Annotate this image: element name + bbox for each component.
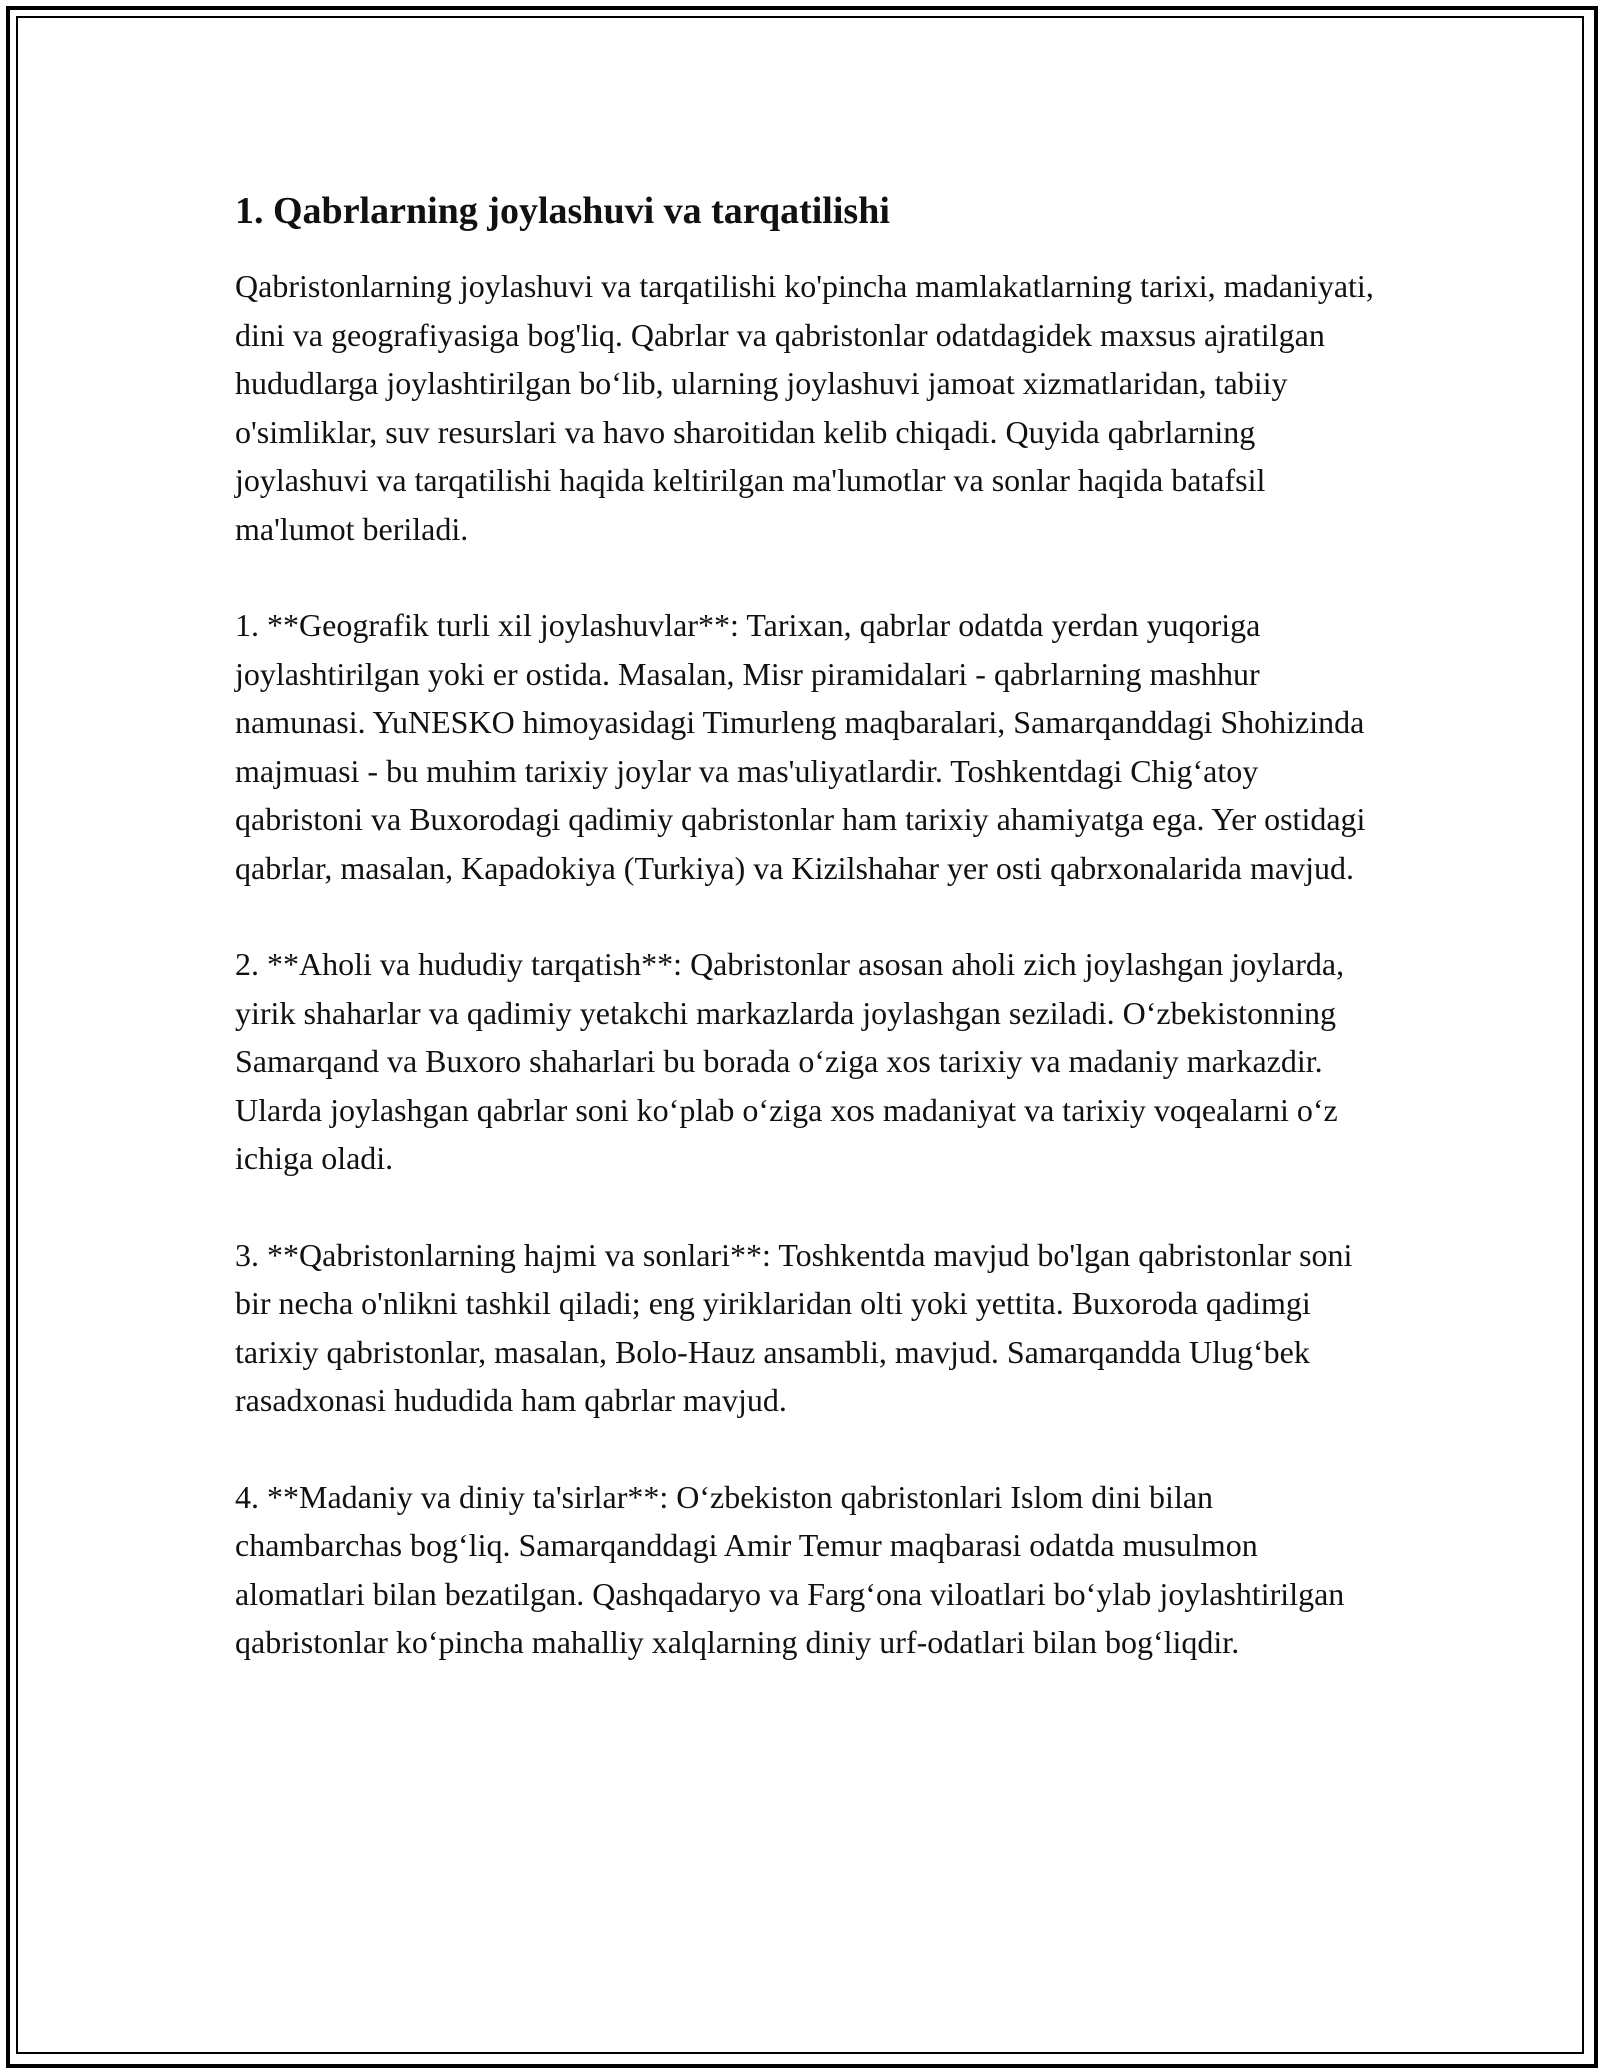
paragraph-population-distribution: 2. **Aholi va hududiy tarqatish**: Qabristonlar asosan aholi zich joylashgan joylarda, yirik shaharlar va qadimiy yetakchi markazlarda joylashgan seziladi. O‘zbekistonning Samarqand va Buxoro shaharlari bu borada o‘ziga xos tarixiy va madaniy markazdir. Ularda joylashgan qabrlar soni ko‘plab o‘ziga xos madaniyat va tarixiy voqealarni o‘z ichiga oladi. [235, 946, 1345, 1176]
paragraph-cemetery-size-numbers: 3. **Qabristonlarning hajmi va sonlari**: Toshkentda mavjud bo'lgan qabristonlar soni bir necha o'nlikni tashkil qiladi; eng yiriklaridan olti yoki yettita. Buxoroda qadimgi tarixiy qabristonlar, masalan, Bolo-Hauz ansambli, mavjud. Samarqandda Ulug‘bek rasadxonasi hududida ham qabrlar mavjud. [235, 1236, 1353, 1418]
paragraph-cultural-religious-influences: 4. **Madaniy va diniy ta'sirlar**: O‘zbekiston qabristonlari Islom dini bilan chambarchas bog‘liq. Samarqanddagi Amir Temur maqbarasi odatda musulmon alomatlari bilan bezatilgan. Qashqadaryo va Farg‘ona viloatlari bo‘ylab joylashtirilgan qabristonlar ko‘pincha mahalliy xalqlarning diniy urf-odatlari bilan bog‘liqdir. [235, 1478, 1345, 1660]
section-heading: 1. Qabrlarning joylashuvi va tarqatilishi [235, 190, 890, 232]
paragraph-geographic-locations: 1. **Geografik turli xil joylashuvlar**: Tarixan, qabrlar odatda yerdan yuqoriga joylashtirilgan yoki er ostida. Masalan, Misr piramidalari - qabrlarning mashhur namunasi. YuNESKO himoyasidagi Timurleng maqbaralari, Samarqanddagi Shohizinda majmuasi - bu muhim tarixiy joylar va mas'uliyatlardir. Toshkentdagi Chig‘atoy qabristoni va Buxorodagi qadimiy qabristonlar ham tarixiy ahamiyatga ega. Yer ostidagi qabrlar, masalan, Kapadokiya (Turkiya) va Kizilshahar yer osti qabrxonalarida mavjud. [235, 607, 1366, 886]
document-body [235, 186, 1375, 1715]
intro-paragraph: Qabristonlarning joylashuvi va tarqatilishi ko'pincha mamlakatlarning tarixi, madaniyati, dini va geografiyasiga bog'liq. Qabrlar va qabristonlar odatdagidek maxsus ajratilgan hududlarga joylashtirilgan bo‘lib, ularning joylashuvi jamoat xizmatlaridan, tabiiy o'simliklar, suv resurslari va havo sharoitidan kelib chiqadi. Quyida qabrlarning joylashuvi va tarqatilishi haqida keltirilgan ma'lumotlar va sonlar haqida batafsil ma'lumot beriladi. [235, 268, 1374, 547]
